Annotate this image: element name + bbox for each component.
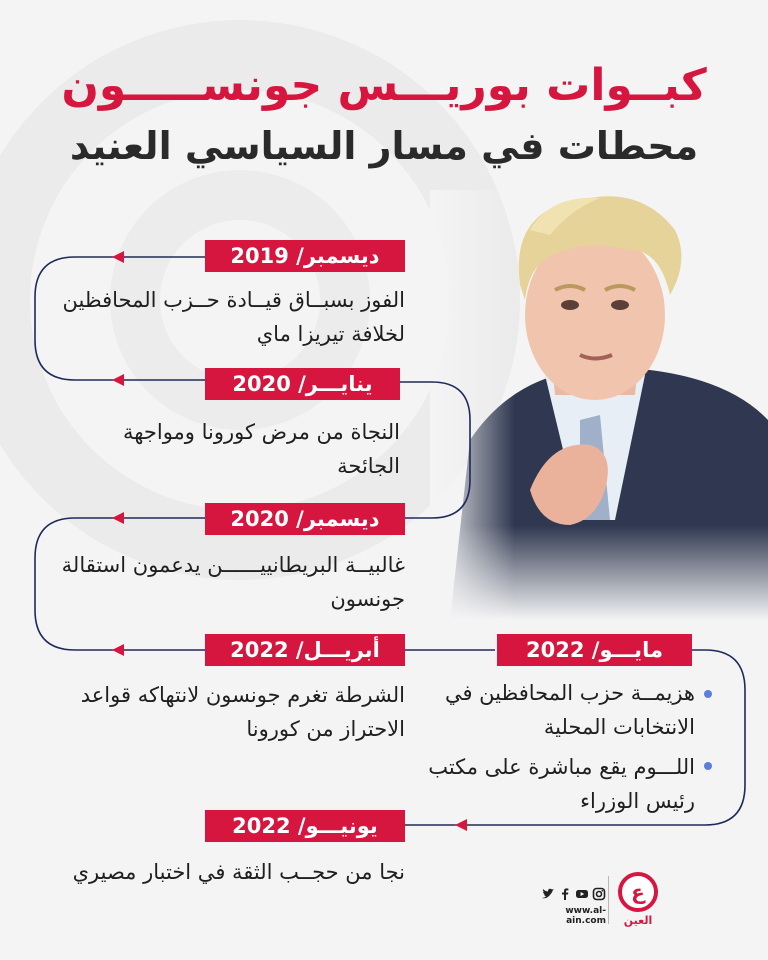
- entry-dec-2020: غالبيــة البريطانييــــــن يدعمون استقالة جونسون: [61, 553, 405, 611]
- instagram-icon[interactable]: [592, 887, 606, 901]
- arrow-marker: [455, 819, 467, 831]
- entry-apr-2022: الشرطة تغرم جونسون لانتهاكه قواعد الاحتراز من كورونا: [80, 683, 405, 741]
- divider: [608, 876, 609, 924]
- bullet-dot: [704, 690, 712, 698]
- entry-jan-2020: النجاة من مرض كورونا ومواجهة الجائحة: [122, 420, 400, 478]
- entry-may-2022-bullet-1: هزيمــة حزب المحافظين في الانتخابات المحلية: [444, 681, 695, 739]
- date-bar-dec-2019: ديسمبر/ 2019: [205, 240, 405, 272]
- facebook-icon[interactable]: [558, 887, 572, 901]
- brand-block: [540, 870, 690, 930]
- arrow-marker: [112, 512, 124, 524]
- date-bar-dec-2020: ديسمبر/ 2020: [205, 503, 405, 535]
- social-icons: [540, 886, 606, 902]
- bullet-dot: [704, 762, 712, 770]
- youtube-icon[interactable]: [575, 887, 589, 901]
- website-url[interactable]: www.al-ain.com: [565, 906, 606, 926]
- arrow-marker: [112, 644, 124, 656]
- entry-dec-2019: الفوز بسبــاق قيــادة حــزب المحافظين لخلافة تيريزا ماي: [62, 288, 405, 346]
- entry-may-2022-bullet-2: اللـــوم يقع مباشرة على مكتب رئيس الوزراء: [428, 755, 695, 813]
- date-bar-may-2022: مايـــو/ 2022: [497, 634, 692, 666]
- arrow-marker: [112, 251, 124, 263]
- date-bar-apr-2022: أبريـــل/ 2022: [205, 634, 405, 666]
- twitter-icon[interactable]: [541, 887, 555, 901]
- al-ain-logo: ع: [618, 872, 658, 912]
- page-subtitle: محطات في مسار السياسي العنيد: [69, 124, 699, 168]
- logo-name: العين: [623, 914, 653, 927]
- entry-jun-2022: نجا من حجــب الثقة في اختبار مصيري: [72, 860, 405, 884]
- arrow-marker: [112, 374, 124, 386]
- page-title: كبــوات بوريـــس جونســـــون: [61, 60, 707, 111]
- date-bar-jun-2022: يونيـــو/ 2022: [205, 810, 405, 842]
- date-bar-jan-2020: ينايـــر/ 2020: [205, 368, 400, 400]
